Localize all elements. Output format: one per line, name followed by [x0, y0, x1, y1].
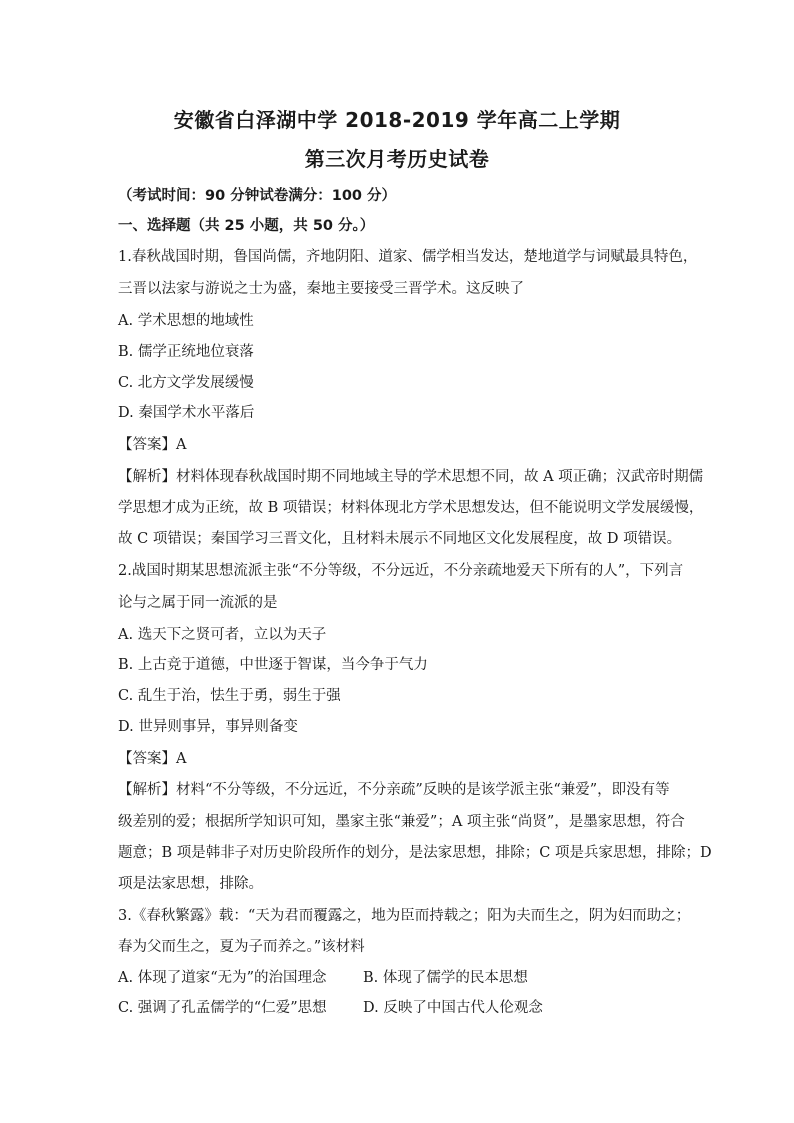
q1-stem-line1: 1.春秋战国时期，鲁国尚儒，齐地阴阳、道家、儒学相当发达，楚地道学与词赋最具特色，	[118, 249, 698, 265]
q2-analysis-line1: 【解析】材料“不分等级，不分远近，不分亲疏”反映的是该学派主张“兼爱”，即没有等	[118, 782, 670, 798]
q1-option-b: B. 儒学正统地位衰落	[118, 344, 254, 360]
q2-option-b: B. 上古竞于道德，中世逐于智谋，当今争于气力	[118, 657, 428, 673]
q3-stem-line1: 3.《春秋繁露》载：“天为君而覆露之，地为臣而持载之；阳为夫而生之，阴为妇而助之；	[118, 908, 691, 924]
exam-title: 安徽省白泽湖中学 2018-2019 学年高二上学期	[173, 108, 621, 132]
q2-option-d: D. 世异则事异，事异则备变	[118, 719, 298, 735]
q1-option-d: D. 秦国学术水平落后	[118, 405, 255, 421]
q1-option-a: A. 学术思想的地域性	[118, 313, 254, 329]
q3-option-d: D. 反映了中国古代人伦观念	[363, 1000, 543, 1016]
q1-analysis-line2: 学思想才成为正统，故 B 项错误；材料体现北方学术思想发达，但不能说明文学发展缓慢，	[118, 500, 704, 516]
q1-analysis-line3: 故 C 项错误；秦国学习三晋文化，且材料未展示不同地区文化发展程度，故 D 项错误。	[118, 531, 682, 547]
q2-analysis-line2: 级差别的爱；根据所学知识可知，墨家主张“兼爱”；A 项主张“尚贤”，是墨家思想，符合	[118, 814, 685, 830]
q3-option-a: A. 体现了道家“无为”的治国理念	[118, 970, 327, 986]
q2-answer: 【答案】A	[118, 751, 187, 767]
q1-analysis-line1: 【解析】材料体现春秋战国时期不同地域主导的学术思想不同，故 A 项正确；汉武帝时期儒	[118, 469, 704, 485]
q1-option-c: C. 北方文学发展缓慢	[118, 375, 254, 391]
q1-answer: 【答案】A	[118, 437, 187, 453]
q2-stem-line1: 2.战国时期某思想流派主张“不分等级，不分远近，不分亲疏地爱天下所有的人”，下列言	[118, 563, 684, 579]
q2-analysis-line4: 项是法家思想，排除。	[118, 876, 263, 892]
q2-analysis-line3: 题意；B 项是韩非子对历史阶段所作的划分，是法家思想，排除；C 项是兵家思想，排除；D	[118, 845, 712, 861]
section-heading: 一、选择题（共 25 小题，共 50 分。）	[118, 218, 375, 234]
q3-option-c: C. 强调了孔孟儒学的“仁爱”思想	[118, 1000, 327, 1016]
exam-info: （考试时间：90 分钟试卷满分：100 分）	[118, 188, 397, 204]
exam-subtitle: 第三次月考历史试卷	[304, 147, 490, 171]
q3-stem-line2: 春为父而生之，夏为子而养之。”该材料	[118, 939, 365, 955]
q2-option-c: C. 乱生于治，怯生于勇，弱生于强	[118, 688, 341, 704]
q2-stem-line2: 论与之属于同一流派的是	[118, 595, 278, 611]
q3-option-b: B. 体现了儒学的民本思想	[363, 970, 528, 986]
q2-option-a: A. 选天下之贤可者，立以为天子	[118, 627, 327, 643]
q1-stem-line2: 三晋以法家与游说之士为盛，秦地主要接受三晋学术。这反映了	[118, 281, 524, 297]
